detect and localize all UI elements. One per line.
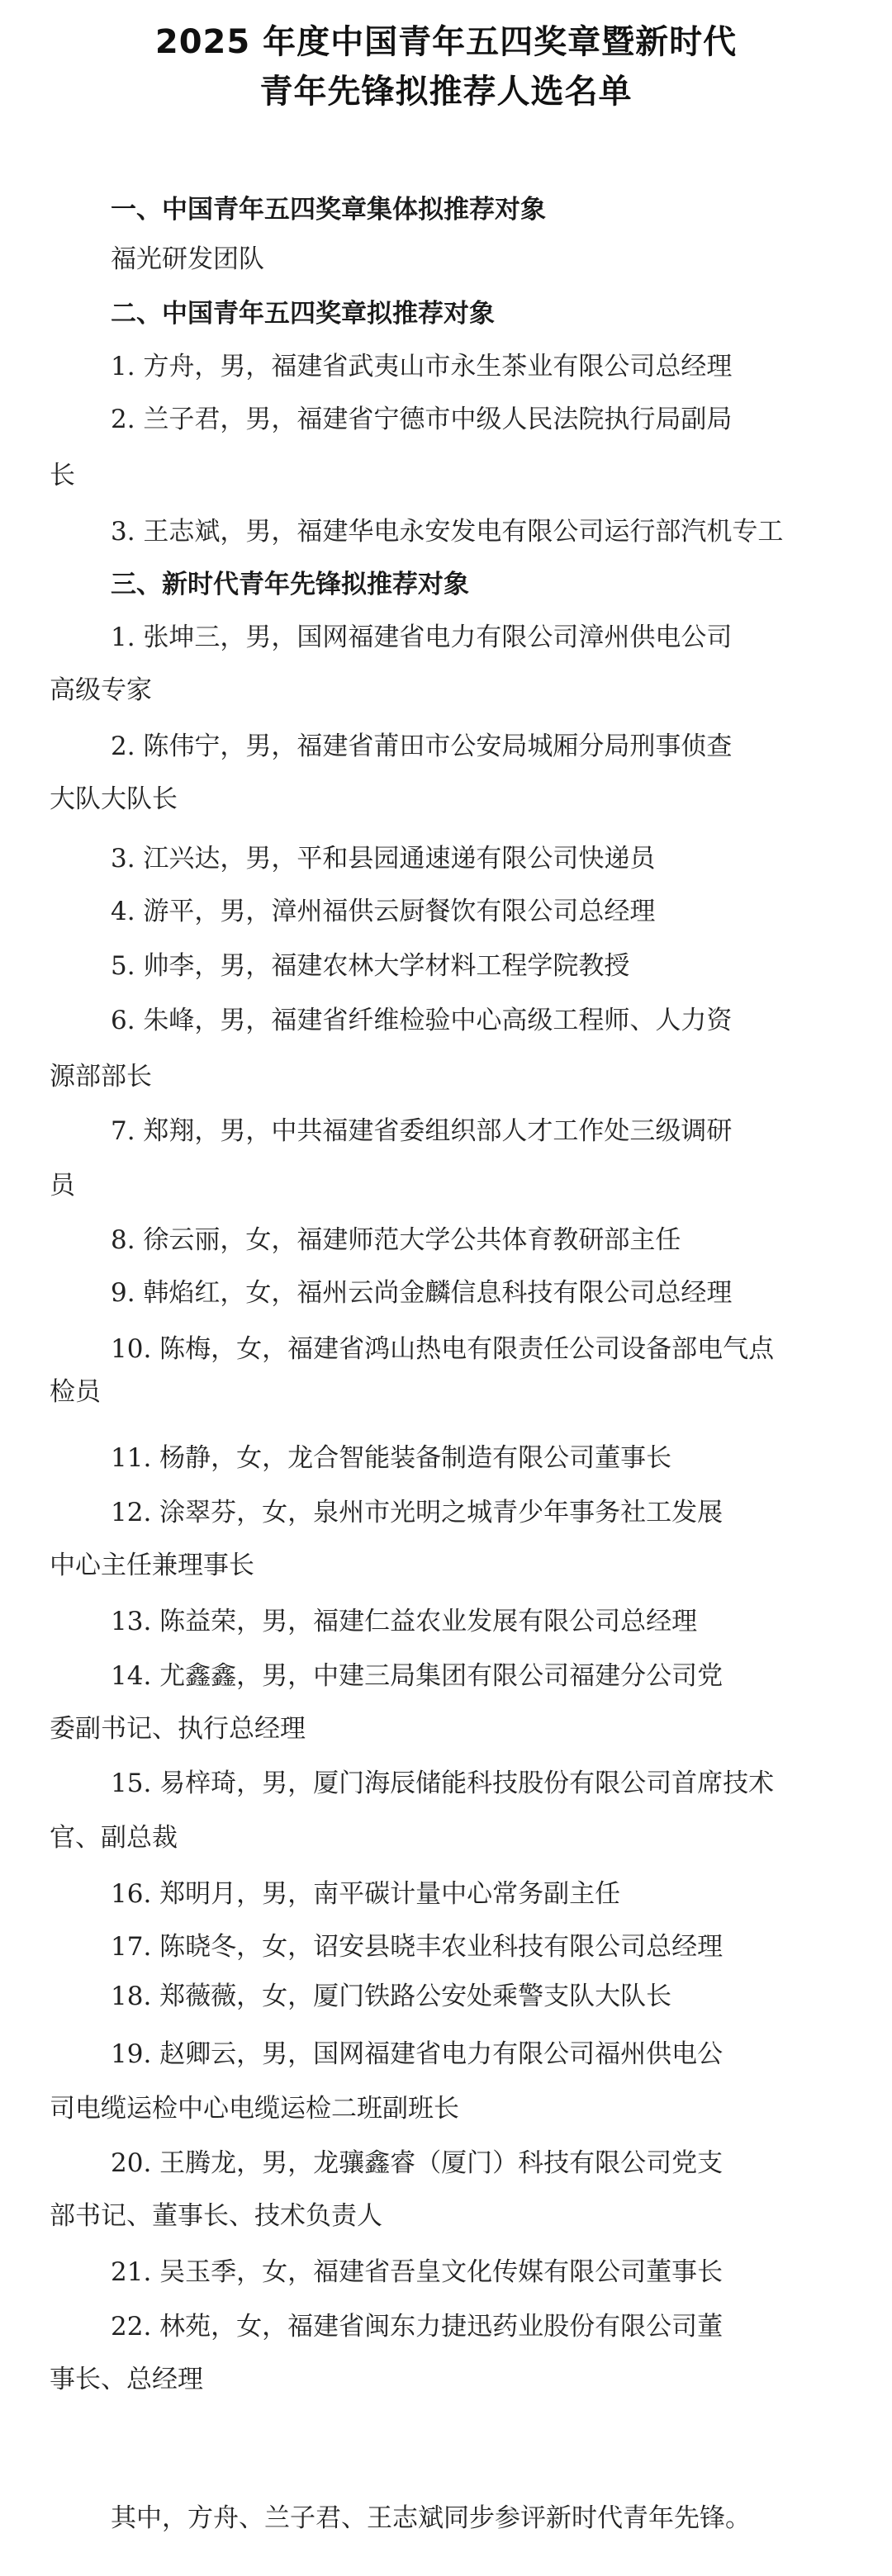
list-item-continuation: 官、副总裁	[50, 1823, 178, 1853]
list-item: 20. 王腾龙，男，龙骧鑫睿（厦门）科技有限公司党支	[111, 2148, 724, 2178]
list-item: 9. 韩焰红，女，福州云尚金麟信息科技有限公司总经理	[111, 1278, 733, 1308]
list-item: 2. 陈伟宁，男，福建省莆田市公安局城厢分局刑事侦查	[111, 732, 733, 761]
page-title-line-2: 青年先锋拟推荐人选名单	[259, 73, 633, 111]
list-item: 10. 陈梅，女，福建省鸿山热电有限责任公司设备部电气点	[111, 1334, 775, 1364]
list-item: 16. 郑明月，男，南平碳计量中心常务副主任	[111, 1879, 621, 1909]
list-item: 13. 陈益荣，男，福建仁益农业发展有限公司总经理	[111, 1607, 698, 1636]
list-item-continuation: 高级专家	[50, 675, 152, 705]
list-item: 3. 王志斌，男，福建华电永安发电有限公司运行部汽机专工	[111, 517, 784, 547]
list-item: 8. 徐云丽，女，福建师范大学公共体育教研部主任	[111, 1225, 681, 1255]
list-item-continuation: 员	[50, 1171, 75, 1200]
list-item: 15. 易梓琦，男，厦门海辰储能科技股份有限公司首席技术	[111, 1769, 775, 1798]
section-2-heading: 二、中国青年五四奖章拟推荐对象	[111, 299, 495, 329]
list-item-continuation: 中心主任兼理事长	[50, 1551, 254, 1580]
list-item: 22. 林苑，女，福建省闽东力捷迅药业股份有限公司董	[111, 2312, 724, 2342]
list-item: 7. 郑翔，男，中共福建省委组织部人才工作处三级调研	[111, 1116, 733, 1146]
section-3-heading: 三、新时代青年先锋拟推荐对象	[111, 570, 469, 599]
list-item-continuation: 源部部长	[50, 1062, 152, 1091]
list-item-continuation: 事长、总经理	[50, 2365, 203, 2394]
list-item-continuation: 司电缆运检中心电缆运检二班副班长	[50, 2094, 459, 2124]
list-item-continuation: 大队大队长	[50, 784, 178, 814]
list-item-continuation: 委副书记、执行总经理	[50, 1714, 306, 1744]
list-item: 福光研发团队	[111, 244, 264, 274]
list-item: 5. 帅李，男，福建农林大学材料工程学院教授	[111, 951, 630, 981]
list-item-continuation: 长	[50, 461, 75, 490]
list-item: 2. 兰子君，男，福建省宁德市中级人民法院执行局副局	[111, 405, 733, 434]
list-item: 3. 江兴达，男，平和县园通速递有限公司快递员	[111, 844, 656, 874]
list-item: 1. 张坤三，男，国网福建省电力有限公司漳州供电公司	[111, 623, 733, 652]
page-title-line-1: 2025 年度中国青年五四奖章暨新时代	[154, 23, 738, 61]
list-item: 6. 朱峰，男，福建省纤维检验中心高级工程师、人力资	[111, 1006, 733, 1035]
section-1-heading: 一、中国青年五四奖章集体拟推荐对象	[111, 195, 546, 225]
list-item: 4. 游平，男，漳州福供云厨餐饮有限公司总经理	[111, 897, 656, 926]
list-item: 11. 杨静，女，龙合智能装备制造有限公司董事长	[111, 1443, 672, 1473]
list-item: 21. 吴玉季，女，福建省吾皇文化传媒有限公司董事长	[111, 2257, 724, 2287]
list-item: 18. 郑薇薇，女，厦门铁路公安处乘警支队大队长	[111, 1982, 672, 2011]
list-item: 14. 尤鑫鑫，男，中建三局集团有限公司福建分公司党	[111, 1661, 724, 1691]
list-item: 12. 涂翠芬，女，泉州市光明之城青少年事务社工发展	[111, 1498, 724, 1527]
list-item-continuation: 检员	[50, 1377, 101, 1407]
footer-note: 其中，方舟、兰子君、王志斌同步参评新时代青年先锋。	[111, 2503, 751, 2533]
list-item-continuation: 部书记、董事长、技术负责人	[50, 2201, 382, 2231]
list-item: 1. 方舟，男，福建省武夷山市永生茶业有限公司总经理	[111, 352, 733, 381]
list-item: 19. 赵卿云，男，国网福建省电力有限公司福州供电公	[111, 2039, 724, 2069]
list-item: 17. 陈晓冬，女，诏安县晓丰农业科技有限公司总经理	[111, 1932, 724, 1962]
